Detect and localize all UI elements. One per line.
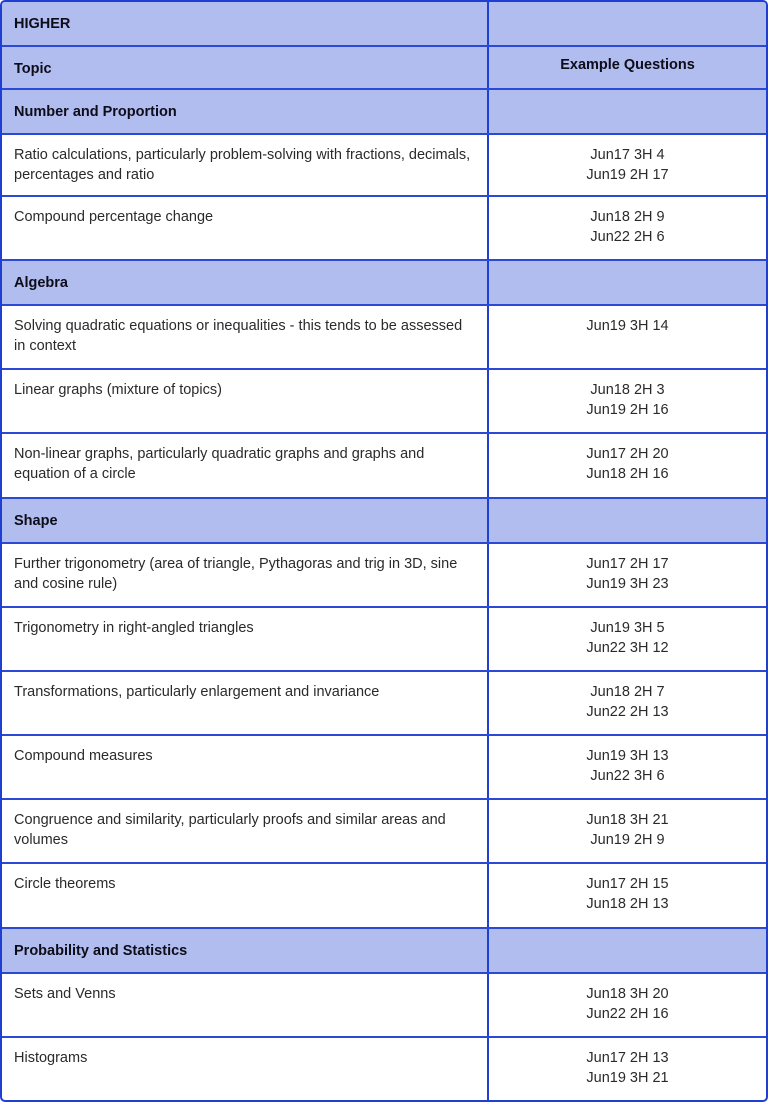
questions-cell [489, 608, 766, 670]
topic-column-header: Topic [2, 47, 489, 88]
section-row [2, 929, 766, 974]
table-title-empty [489, 2, 766, 45]
topic-cell: Compound measures [2, 736, 489, 798]
question-ref: Jun18 2H 9 [590, 209, 665, 225]
table-row [2, 864, 766, 929]
questions-cell [489, 1038, 766, 1102]
question-ref: Jun19 2H 17 [586, 167, 669, 183]
questions-cell [489, 135, 766, 195]
question-ref: Jun22 3H 12 [586, 640, 669, 656]
table-title-row [2, 2, 766, 47]
question-ref: Jun19 3H 21 [586, 1070, 669, 1086]
question-ref: Jun19 3H 23 [586, 576, 669, 592]
question-ref: Jun18 2H 3 [590, 382, 665, 398]
question-ref: Jun19 2H 9 [590, 832, 665, 848]
questions-cell [489, 864, 766, 927]
topic-cell: Sets and Venns [2, 974, 489, 1036]
question-ref: Jun18 3H 20 [586, 986, 669, 1002]
section-row [2, 499, 766, 544]
section-empty-cell [489, 261, 766, 304]
table-row [2, 1038, 766, 1102]
topic-cell: Trigonometry in right-angled triangles [2, 608, 489, 670]
table-row [2, 197, 766, 261]
questions-cell [489, 434, 766, 497]
questions-cell [489, 370, 766, 432]
table-row [2, 370, 766, 434]
question-ref: Jun17 2H 17 [586, 556, 669, 572]
question-ref: Jun17 2H 15 [586, 876, 669, 892]
table-row [2, 135, 766, 197]
topic-cell: Histograms [2, 1038, 489, 1102]
questions-cell [489, 974, 766, 1036]
section-title: Probability and Statistics [2, 929, 489, 972]
question-ref: Jun22 2H 16 [586, 1006, 669, 1022]
table-row [2, 544, 766, 608]
table-row [2, 608, 766, 672]
question-ref: Jun18 2H 7 [590, 684, 665, 700]
questions-cell [489, 736, 766, 798]
topic-cell: Linear graphs (mixture of topics) [2, 370, 489, 432]
table-row [2, 672, 766, 736]
question-ref: Jun17 2H 13 [586, 1050, 669, 1066]
topic-cell: Non-linear graphs, particularly quadratic graphs and graphs and equation of a circle [2, 434, 489, 497]
question-ref: Jun18 2H 16 [586, 466, 669, 482]
section-empty-cell [489, 90, 766, 133]
questions-cell [489, 197, 766, 259]
section-empty-cell [489, 499, 766, 542]
questions-cell [489, 544, 766, 606]
questions-column-header: Example Questions [560, 57, 695, 73]
topic-cell: Ratio calculations, particularly problem-solving with fractions, decimals, percentages and ratio [2, 135, 489, 195]
question-ref: Jun22 2H 13 [586, 704, 669, 720]
table-row [2, 800, 766, 864]
table-row [2, 306, 766, 370]
section-row [2, 261, 766, 306]
table-row [2, 434, 766, 499]
questions-cell [489, 306, 766, 368]
question-ref: Jun19 3H 5 [590, 620, 665, 636]
topic-cell: Transformations, particularly enlargement and invariance [2, 672, 489, 734]
topic-cell: Compound percentage change [2, 197, 489, 259]
section-title: Algebra [2, 261, 489, 304]
topic-cell: Further trigonometry (area of triangle, Pythagoras and trig in 3D, sine and cosine rule) [2, 544, 489, 606]
question-ref: Jun19 2H 16 [586, 402, 669, 418]
section-row [2, 90, 766, 135]
question-ref: Jun17 2H 20 [586, 446, 669, 462]
topic-cell: Congruence and similarity, particularly proofs and similar areas and volumes [2, 800, 489, 862]
table-title: HIGHER [2, 2, 489, 45]
questions-cell [489, 672, 766, 734]
section-empty-cell [489, 929, 766, 972]
table-row [2, 974, 766, 1038]
question-ref: Jun22 2H 6 [590, 229, 665, 245]
questions-cell [489, 800, 766, 862]
question-ref: Jun22 3H 6 [590, 768, 665, 784]
topic-cell: Solving quadratic equations or inequalities - this tends to be assessed in context [2, 306, 489, 368]
section-title: Shape [2, 499, 489, 542]
question-ref: Jun19 3H 14 [586, 318, 669, 334]
table-header-row [2, 47, 766, 90]
section-title: Number and Proportion [2, 90, 489, 133]
table-row [2, 736, 766, 800]
question-ref: Jun19 3H 13 [586, 748, 669, 764]
question-ref: Jun18 3H 21 [586, 812, 669, 828]
question-ref: Jun18 2H 13 [586, 896, 669, 912]
topic-cell: Circle theorems [2, 864, 489, 927]
question-ref: Jun17 3H 4 [590, 147, 665, 163]
